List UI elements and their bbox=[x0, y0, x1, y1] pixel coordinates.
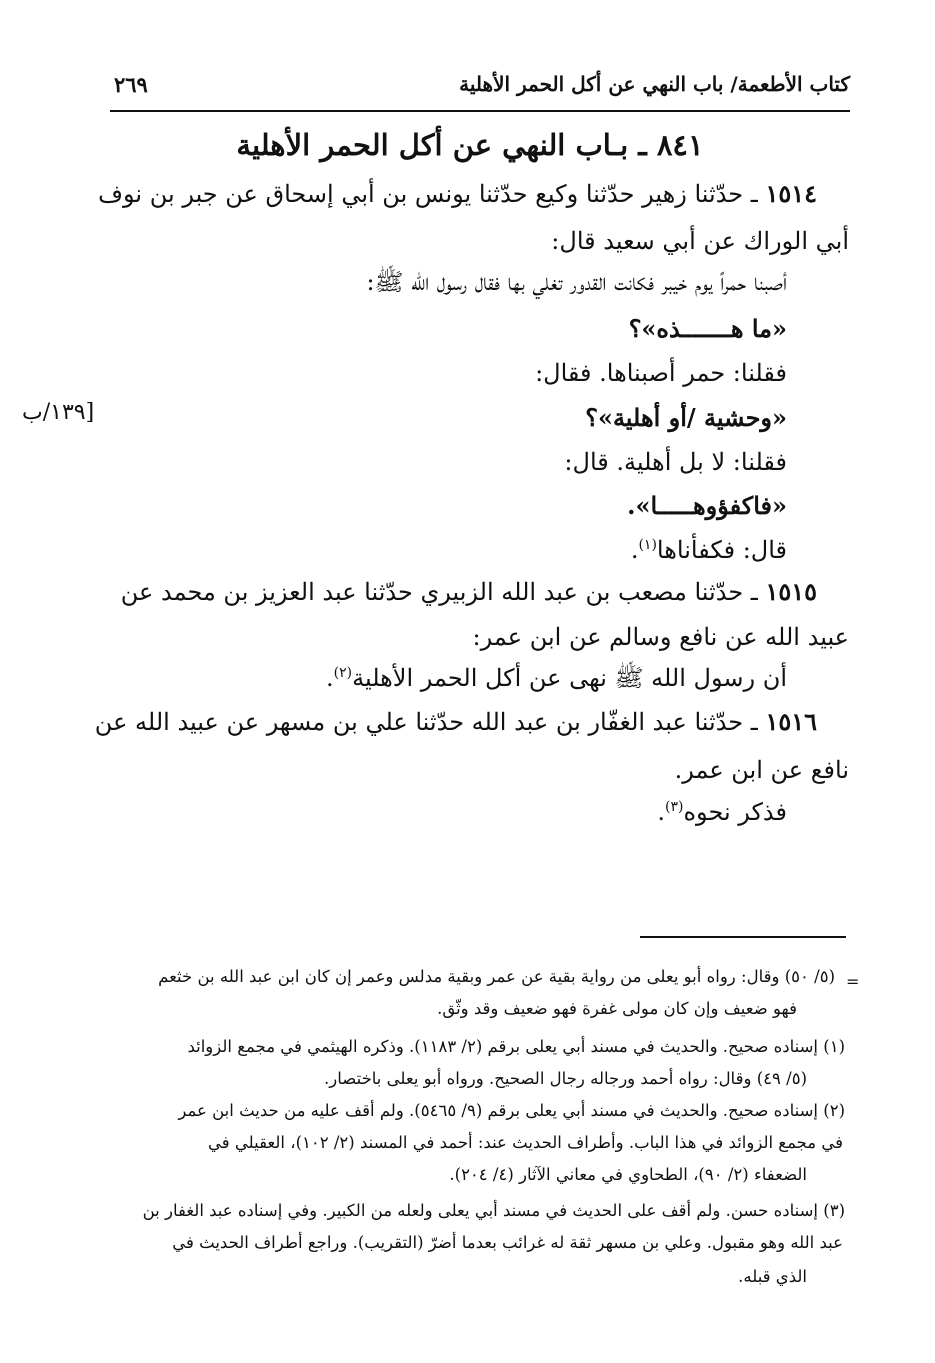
hadith-1514-isnad-line-1 bbox=[98, 176, 817, 212]
hadith-1516-isnad-line-1 bbox=[95, 704, 817, 740]
hadith-1516-matn-line-1 bbox=[657, 794, 787, 830]
footnote-2-line-3: الضعفاء (٢/ ٩٠)، الطحاوي في معاني الآثار (٤/ ٢٠٤). bbox=[449, 1165, 807, 1184]
hadith-1515-isnad-line-1 bbox=[121, 574, 817, 610]
footnote-separator bbox=[640, 936, 846, 938]
hadith-1514-matn-line-5: فقلنا: لا بل أهلية. قال: bbox=[564, 448, 787, 476]
page-number: ٢٦٩ bbox=[114, 72, 148, 97]
continuation-mark: = bbox=[846, 972, 860, 991]
chapter-title: ٨٤١ ـ بـاب النهي عن أكل الحمر الأهلية bbox=[236, 128, 704, 162]
footnote-3-line-3: الذي قبله. bbox=[738, 1267, 807, 1286]
footnote-continuation-line-2: فهو ضعيف وإن كان مولى غفرة فهو ضعيف وقد وثّق. bbox=[437, 999, 797, 1018]
footnote-3-line-2: عبد الله وهو مقبول. وعلي بن مسهر ثقة له غرائب بعدما أضرّ (التقريب). وراجع أطراف الحديث في bbox=[172, 1233, 843, 1252]
margin-folio-note: [١٣٩/ب bbox=[22, 400, 95, 425]
hadith-1515-isnad-line-2: عبيد الله عن نافع وسالم عن ابن عمر: bbox=[472, 623, 849, 651]
matn-end: . bbox=[325, 664, 334, 692]
hadith-1514-matn-line-2: «ما هـــــــذه»؟ bbox=[628, 314, 787, 343]
isnad-text: ـ حدّثنا مصعب بن عبد الله الزبيري حدّثنا عبد العزيز بن محمد عن bbox=[120, 578, 766, 606]
running-header bbox=[110, 70, 850, 112]
isnad-text: ـ حدّثنا زهير حدّثنا وكيع حدّثنا يونس بن أبي إسحاق عن جبر بن نوف bbox=[98, 180, 766, 208]
matn-end: . bbox=[630, 536, 639, 564]
hadith-1514-matn-line-6: «فاكفؤوهـــــا». bbox=[627, 491, 787, 520]
hadith-1515-matn-line-1 bbox=[326, 660, 787, 696]
footnote-1-line-2: (٥/ ٤٩) وقال: رواه أحمد ورجاله رجال الصحيح. ورواه أبو يعلى باختصار. bbox=[324, 1069, 807, 1088]
footnote-2-line-2: في مجمع الزوائد في هذا الباب. وأطراف الحديث عند: أحمد في المسند (٢/ ١٠٢)، العقيلي في bbox=[208, 1133, 843, 1152]
matn-text: قال: فكفأناها bbox=[656, 536, 787, 564]
footnote-1-line-1: (١) إسناده صحيح. والحديث في مسند أبي يعلى برقم (٢/ ١١٨٣). وذكره الهيثمي في مجمع الزوائد bbox=[187, 1037, 845, 1056]
hadith-1514-matn-line-3: فقلنا: حمر أصبناها. فقال: bbox=[535, 359, 787, 387]
hadith-number: ١٥١٤ bbox=[765, 179, 817, 208]
matn-text: أن رسول الله ﷺ نهى عن أكل الحمر الأهلية bbox=[352, 664, 787, 692]
footnote-ref-1[interactable]: (١) bbox=[638, 537, 657, 553]
hadith-1514-matn-line-7 bbox=[631, 532, 787, 568]
hadith-1514-matn-line-1: أصبنا حمراً يوم خيبر فكانت القدور تغلي بها فقال رسول الله ﷺ: bbox=[366, 268, 787, 296]
hadith-1514-matn-line-4: «وحشية /أو أهلية»؟ bbox=[585, 403, 787, 432]
hadith-number: ١٥١٦ bbox=[765, 707, 817, 736]
footnote-ref-2[interactable]: (٢) bbox=[333, 665, 353, 681]
matn-end: . bbox=[657, 798, 666, 826]
footnote-2-line-1: (٢) إسناده صحيح. والحديث في مسند أبي يعلى برقم (٩/ ٥٤٦٥). ولم أقف عليه من حديث ابن عمر bbox=[178, 1101, 845, 1120]
footnote-3-line-1: (٣) إسناده حسن. ولم أقف على الحديث في مسند أبي يعلى ولعله من الكبير. وفي إسناده عبد الغفار بن bbox=[142, 1201, 845, 1220]
running-title: كتاب الأطعمة/ باب النهي عن أكل الحمر الأهلية bbox=[459, 72, 850, 96]
footnote-continuation-line-1: (٥/ ٥٠) وقال: رواه أبو يعلى من رواية بقية عن عمر وبقية مدلس وعمر إن كان ابن عبد الله بن خثعم bbox=[158, 967, 835, 986]
footnote-ref-3[interactable]: (٣) bbox=[665, 799, 684, 815]
isnad-text: ـ حدّثنا عبد الغفّار بن عبد الله حدّثنا علي بن مسهر عن عبيد الله عن bbox=[94, 708, 766, 736]
hadith-number: ١٥١٥ bbox=[765, 577, 817, 606]
matn-text: فذكر نحوه bbox=[683, 798, 787, 826]
hadith-1516-isnad-line-2: نافع عن ابن عمر. bbox=[674, 756, 849, 784]
hadith-1514-isnad-line-2: أبي الوراك عن أبي سعيد قال: bbox=[551, 227, 849, 255]
